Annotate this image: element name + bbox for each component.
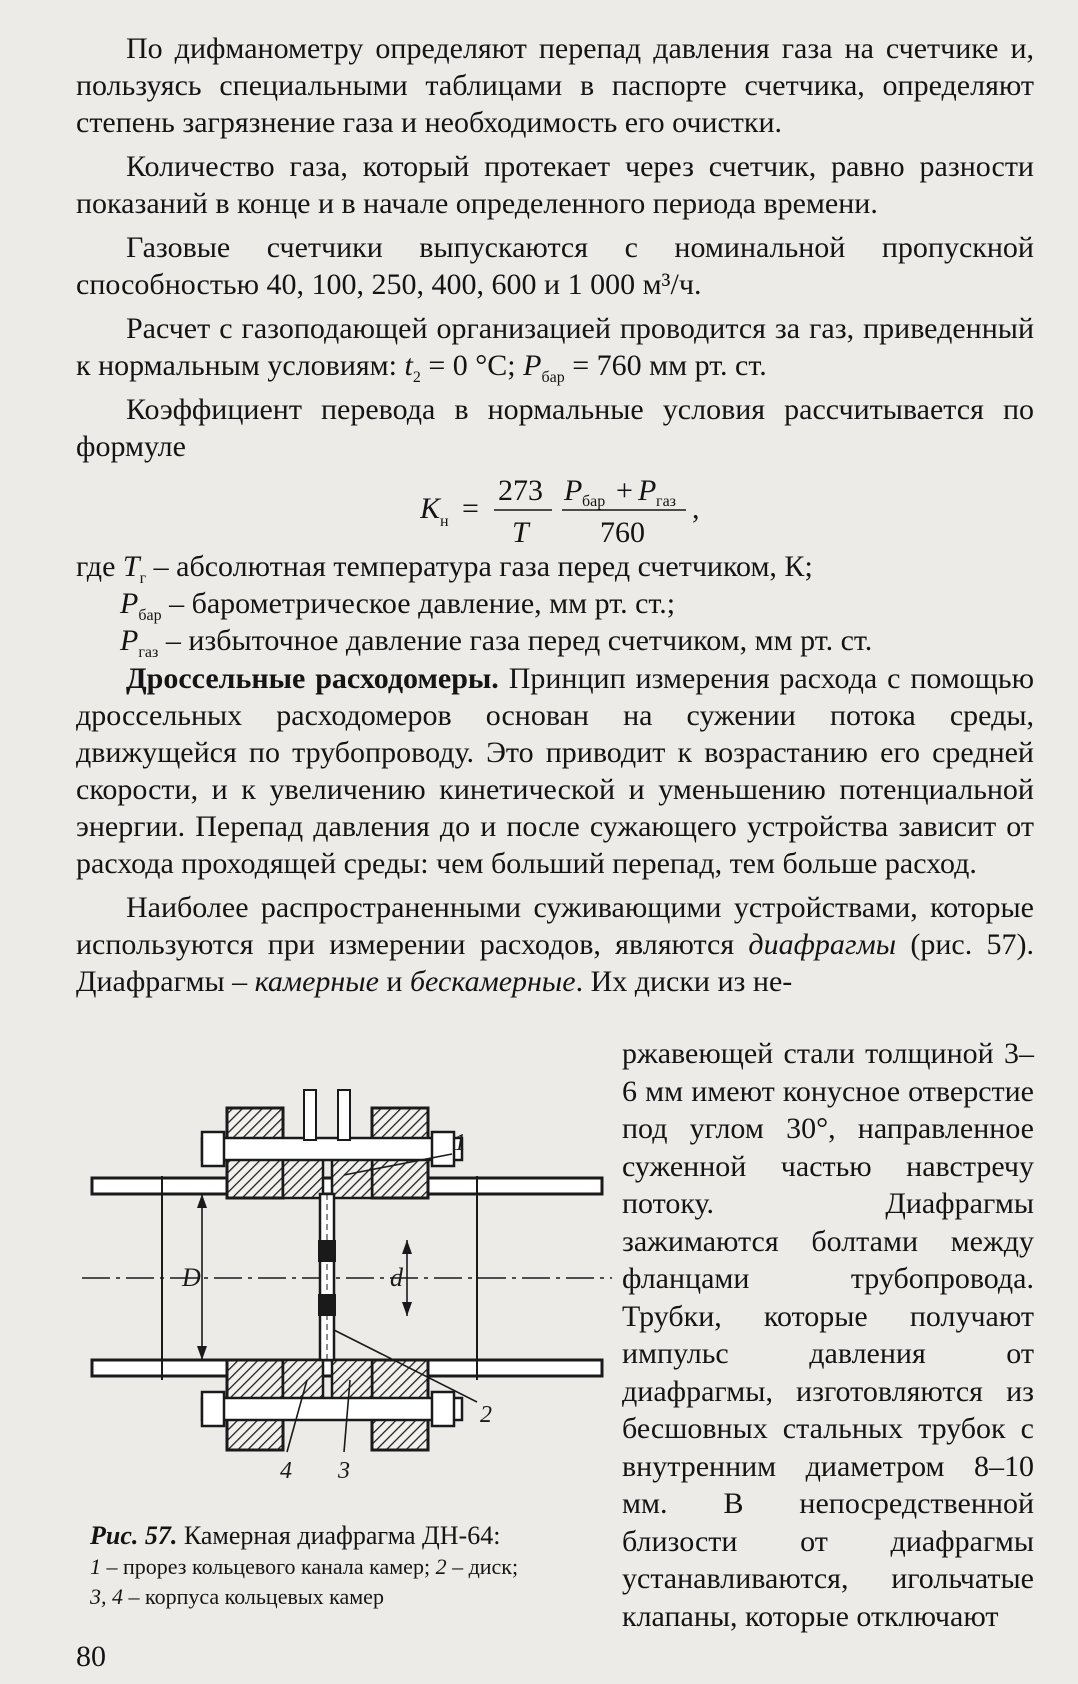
paragraph-7: Наиболее распространенными суживающими устройствами, которые используются при измерении расходов, являются диафрагмы (рис. 57). Диафрагмы – камерные и бескамерные. Их диски из не- [76,891,1035,998]
formula-lhs-sub: н [440,513,449,530]
label-1: 1 [454,1130,466,1156]
formula-num2a: P [564,474,583,507]
label-d: d [390,1263,403,1292]
legend-line-T: где $T_г$ – абсолютная температура газа перед счетчиком, К; [76,550,813,587]
paragraph-2: Количество газа, который протекает через счетчик, равно разности показаний в конце и в начале определенного периода времени. [76,150,1034,220]
label-D: D [182,1263,201,1292]
figure-caption [90,1520,630,1612]
formula-num1: 273 [498,474,543,507]
legend-line-Pgaz: $P_{газ}$ – избыточное давление газа перед счетчиком, мм рт. ст. [120,624,873,661]
formula-eq: = [462,492,479,525]
formula-lhs: K [420,492,441,525]
legend-line-Pbar: $P_{бар}$ – барометрическое давление, мм рт. ст.; [120,587,676,624]
page-number: 80 [76,1640,106,1673]
formula-num2b: P [638,474,657,507]
top-text-block [76,30,1034,465]
caption-line-2: 1 – прорез кольцевого канала камер; 2 – диск; [90,1554,519,1579]
bolt-top [202,1138,462,1160]
paragraph-5: Коэффициент перевода в нормальные условия рассчитывается по формуле [76,393,1034,463]
bolt-bottom [202,1398,462,1420]
legend-block [76,548,872,659]
label-2: 2 [480,1402,492,1428]
middle-text-block [76,660,1034,1000]
caption-title: Рис. 57. Камерная диафрагма ДН-64: [90,1521,501,1550]
paragraph-1: По дифманометру определяют перепад давления газа на счетчике и, пользуясь специальными таблицами в паспорте счетчика, определяют степень загрязнение газа и необходимость его очистки. [76,32,1034,139]
conversion-formula [420,470,980,550]
label-4: 4 [280,1458,292,1484]
paragraph-4: Расчет с газоподающей организацией проводится за газ, приведенный к нормальным условиям: $t_2 = 0$ °С; $P_{бар} = 760$ мм рт. ст. [76,312,1034,386]
caption-line-3: 3, 4 – корпуса кольцевых камер [90,1584,384,1609]
formula-comma: , [692,492,700,525]
formula-plus: + [616,474,633,507]
paragraph-3: Газовые счетчики выпускаются с номинальной пропускной способностью 40, 100, 250, 400, 600 и 1 000 м³/ч. [76,231,1034,301]
paragraph-6: Дроссельные расходомеры. Принцип измерения расхода с помощью дроссельных расходомеров основан на сужении потока среды, движущейся по трубопроводу. Это приводит к возрастанию его средней скорости, и к увеличению кинетической и уменьшению потенциальной энергии. Перепад давления до и после сужающего устройства зависит от расхода проходящей среды: чем больший перепад, тем больше расход. [76,662,1034,880]
formula-num2a-sub: бар [582,493,606,510]
formula-num2b-sub: газ [656,493,676,510]
diaphragm-figure [82,1080,612,1510]
right-column-text: ржавеющей стали толщиной 3–6 мм имеют конусное отверстие под углом 30°, направленное суженной частью навстречу потоку. Диафрагмы зажимаются болтами между фланцами трубопровода. Трубки, которые получают импульс давления от диафрагмы, изготовляются из бесшовных стальных трубок с внутренним диаметром 8–10 мм. В непосредственной близости от диафрагмы устанавливаются, игольчатые клапаны, которые отключают [622,1037,1034,1633]
label-3: 3 [338,1458,350,1484]
formula-den1: T [512,516,529,549]
formula-den2: 760 [600,516,645,549]
